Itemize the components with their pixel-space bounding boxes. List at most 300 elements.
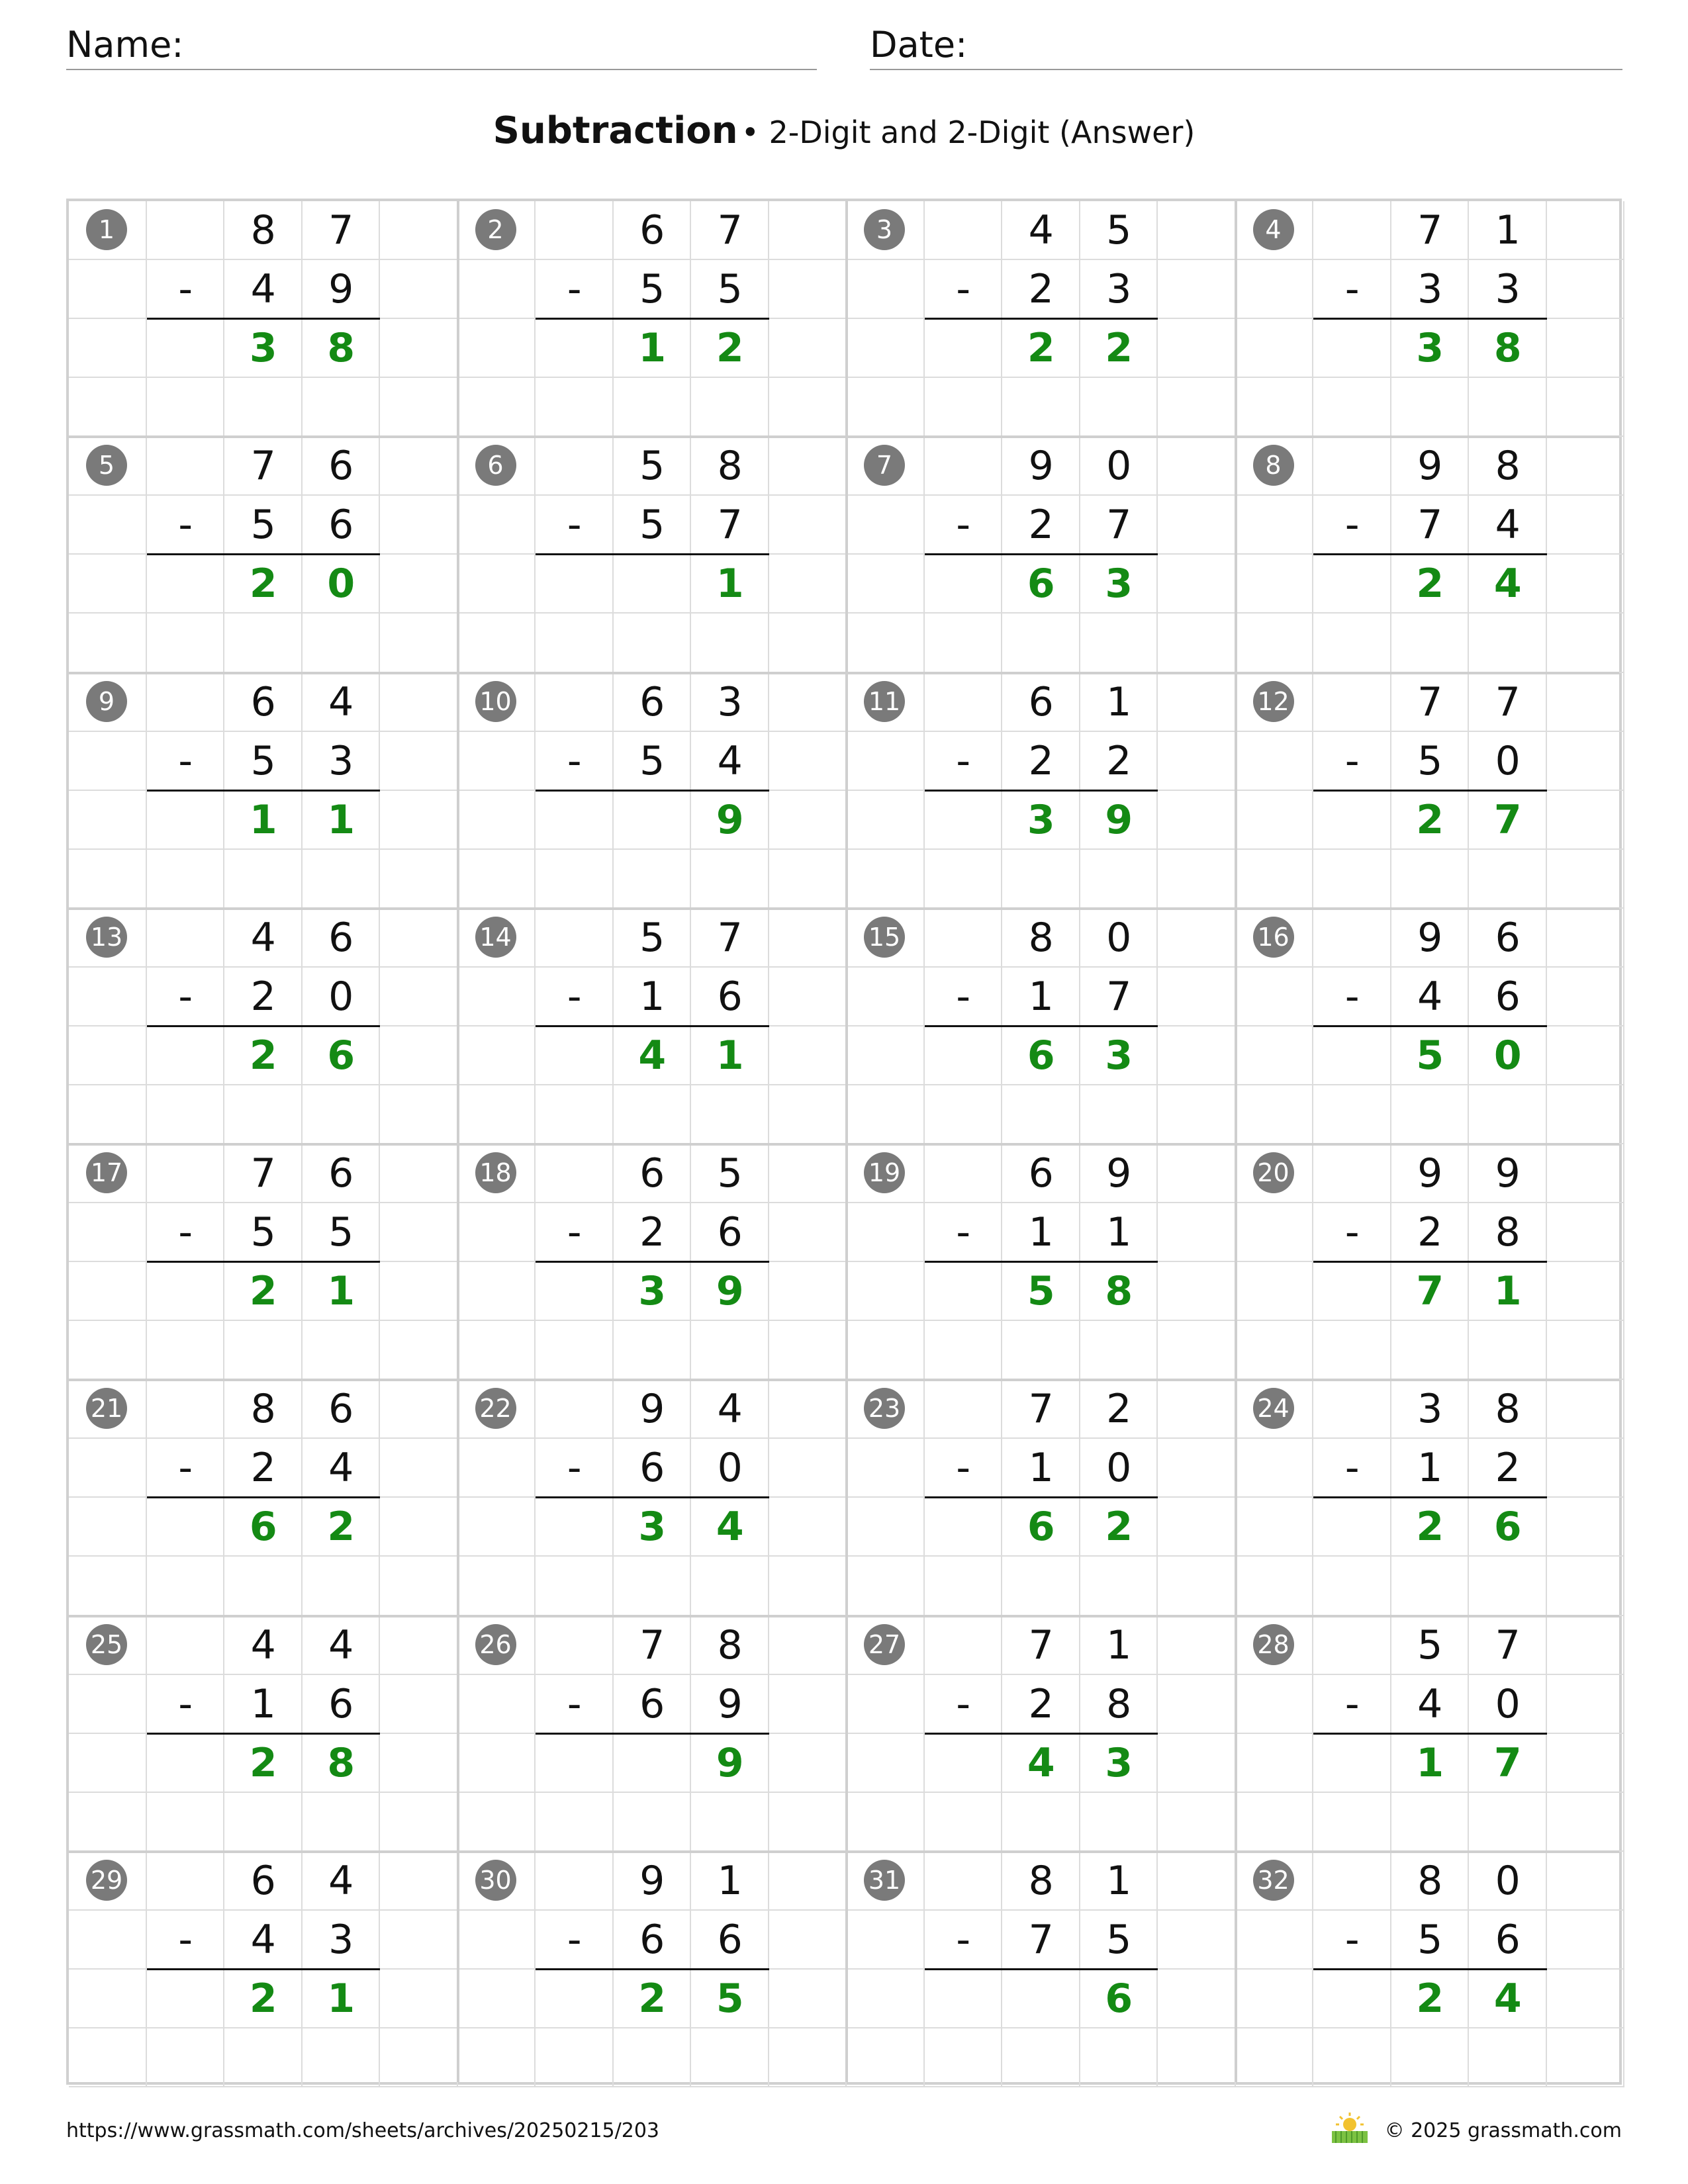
- grid-cell: [769, 1970, 847, 2028]
- grid-cell: [380, 673, 458, 732]
- grid-cell: [69, 496, 147, 555]
- problem-number-badge: 31: [864, 1860, 905, 1901]
- answer-underline: [536, 553, 769, 555]
- minuend-tens-digit: 6: [639, 678, 665, 725]
- problem-number-badge: 1: [86, 209, 127, 250]
- subtrahend-ones-digit: 0: [1495, 1680, 1521, 1727]
- grid-cell: [769, 496, 847, 555]
- grid-cell: [1158, 1085, 1236, 1144]
- grid-cell: [925, 378, 1003, 437]
- grid-cell: [380, 1439, 458, 1498]
- grid-cell: [458, 1675, 536, 1734]
- grid-cell: [1236, 260, 1314, 319]
- grid-cell: [1236, 1321, 1314, 1380]
- answer-tens-digit: 3: [638, 1504, 667, 1551]
- problem-number-badge: 10: [475, 681, 516, 722]
- grid-cell: [1236, 319, 1314, 378]
- grid-cell: [614, 850, 692, 909]
- grid-cell: [847, 1203, 925, 1262]
- minuend-ones-digit: 8: [1495, 443, 1521, 490]
- grid-cell: [1002, 1557, 1080, 1615]
- grid-cell: [1313, 1616, 1391, 1675]
- problem-number-badge: 27: [864, 1624, 905, 1665]
- grid-cell: [1158, 1970, 1236, 2028]
- subtrahend-ones-digit: 6: [717, 973, 743, 1020]
- grid-cell: [69, 1557, 147, 1615]
- grid-cell: [614, 378, 692, 437]
- grid-cell: [1158, 1380, 1236, 1439]
- grid-cell: [614, 1321, 692, 1380]
- grid-cell: [1158, 496, 1236, 555]
- grid-cell: [1391, 1557, 1470, 1615]
- minuend-tens-digit: 9: [639, 1857, 665, 1904]
- answer-ones-digit: 4: [716, 1504, 744, 1551]
- grid-cell: [769, 1557, 847, 1615]
- grid-cell: [1158, 1734, 1236, 1793]
- grid-cell: [380, 1970, 458, 2028]
- subtrahend-tens-digit: 5: [250, 737, 276, 784]
- grid-cell: [847, 1793, 925, 1852]
- minuend-tens-digit: 7: [1417, 207, 1443, 253]
- grid-cell: [691, 378, 769, 437]
- minus-sign: -: [178, 1680, 193, 1727]
- minus-sign: -: [956, 1209, 971, 1256]
- grid-cell: [1391, 378, 1470, 437]
- grid-cell: [536, 1557, 614, 1615]
- grid-cell: [69, 1262, 147, 1321]
- grid-cell: [1313, 2028, 1391, 2087]
- grid-cell: [1391, 2028, 1470, 2087]
- minus-sign: -: [1344, 1916, 1360, 1963]
- grid-cell: [536, 850, 614, 909]
- grid-cell: [769, 732, 847, 791]
- grid-cell: [847, 850, 925, 909]
- grid-cell: [1236, 1793, 1314, 1852]
- answer-underline: [1313, 1261, 1547, 1263]
- grid-cell: [1158, 1852, 1236, 1911]
- minuend-ones-digit: 1: [1106, 1857, 1132, 1904]
- problem-number-badge: 20: [1253, 1152, 1294, 1193]
- grid-cell: [536, 1380, 614, 1439]
- grid-cell: [1002, 378, 1080, 437]
- grid-cell: [1391, 1321, 1470, 1380]
- grid-cell: [1313, 201, 1391, 260]
- subtrahend-ones-digit: 5: [1106, 1916, 1132, 1963]
- problem-number-badge: 8: [1253, 445, 1294, 486]
- grid-cell: [1313, 1734, 1391, 1793]
- problem-number-badge: 24: [1253, 1388, 1294, 1429]
- grid-cell: [847, 1970, 925, 2028]
- minuend-ones-digit: 7: [717, 914, 743, 961]
- problem-number-badge: 11: [864, 681, 905, 722]
- answer-tens-digit: 5: [1027, 1268, 1055, 1315]
- problem-number-badge: 22: [475, 1388, 516, 1429]
- grid-cell: [69, 850, 147, 909]
- grid-cell: [380, 1675, 458, 1734]
- grid-cell: [1236, 1557, 1314, 1615]
- grid-cell: [536, 555, 614, 614]
- grid-cell: [1236, 1911, 1314, 1970]
- grid-cell: [925, 1321, 1003, 1380]
- grid-cell: [1313, 850, 1391, 909]
- subtrahend-ones-digit: 6: [717, 1209, 743, 1256]
- answer-tens-digit: 1: [638, 325, 667, 372]
- subtrahend-tens-digit: 6: [639, 1916, 665, 1963]
- answer-underline: [925, 1968, 1158, 1970]
- answer-ones-digit: 2: [1105, 325, 1133, 372]
- grid-cell: [536, 614, 614, 672]
- grid-cell: [147, 555, 225, 614]
- block-divider-horizontal: [69, 1143, 1619, 1146]
- answer-underline: [147, 553, 381, 555]
- minuend-tens-digit: 7: [639, 1621, 665, 1668]
- grid-cell: [847, 1439, 925, 1498]
- grid-cell: [1313, 1026, 1391, 1085]
- grid-cell: [847, 319, 925, 378]
- grid-cell: [1469, 1557, 1547, 1615]
- answer-ones-digit: 8: [327, 1739, 355, 1786]
- grid-cell: [1547, 1144, 1625, 1203]
- footer-url: https://www.grassmath.com/sheets/archives/20250215/203: [66, 2119, 660, 2142]
- answer-underline: [147, 1261, 381, 1263]
- subtrahend-tens-digit: 6: [639, 1445, 665, 1492]
- grid-cell: [69, 732, 147, 791]
- grid-cell: [69, 1026, 147, 1085]
- grid-cell: [1547, 437, 1625, 496]
- grid-cell: [1469, 1085, 1547, 1144]
- problem-number-badge: 12: [1253, 681, 1294, 722]
- grid-cell: [380, 850, 458, 909]
- answer-tens-digit: [614, 1734, 692, 1793]
- date-field[interactable]: [870, 23, 1622, 70]
- subtrahend-tens-digit: 5: [250, 502, 276, 549]
- answer-tens-digit: 2: [638, 1975, 667, 2022]
- grid-cell: [847, 1321, 925, 1380]
- grid-cell: [147, 1793, 225, 1852]
- minuend-ones-digit: 2: [1106, 1386, 1132, 1433]
- name-field[interactable]: [66, 23, 817, 70]
- minuend-ones-digit: 8: [1495, 1386, 1521, 1433]
- grid-cell: [69, 968, 147, 1026]
- problem-24: [1236, 1380, 1625, 1615]
- problem-number-badge: 29: [86, 1860, 127, 1901]
- answer-tens-digit: 3: [638, 1268, 667, 1315]
- grid-cell: [847, 614, 925, 672]
- subtrahend-ones-digit: 4: [328, 1445, 354, 1492]
- problem-6: [458, 437, 847, 672]
- block-divider-vertical: [457, 201, 459, 2082]
- grid-cell: [1469, 2028, 1547, 2087]
- grid-cell: [925, 319, 1003, 378]
- block-divider-horizontal: [69, 1615, 1619, 1617]
- minuend-tens-digit: 9: [1417, 914, 1443, 961]
- minuend-tens-digit: 7: [1417, 678, 1443, 725]
- grid-cell: [224, 850, 303, 909]
- grid-cell: [458, 850, 536, 909]
- subtrahend-tens-digit: 2: [1028, 502, 1054, 549]
- subtrahend-ones-digit: 7: [1106, 973, 1132, 1020]
- grid-cell: [1158, 555, 1236, 614]
- grid-cell: [769, 1616, 847, 1675]
- grid-cell: [769, 1262, 847, 1321]
- grid-cell: [303, 850, 381, 909]
- answer-tens-digit: 6: [1027, 561, 1055, 608]
- grid-cell: [1391, 614, 1470, 672]
- grid-cell: [925, 1380, 1003, 1439]
- problem-number-badge: 26: [475, 1624, 516, 1665]
- minuend-tens-digit: 6: [250, 1857, 276, 1904]
- grid-cell: [769, 673, 847, 732]
- answer-underline: [536, 1025, 769, 1027]
- answer-ones-digit: 1: [327, 1268, 355, 1315]
- grid-cell: [1158, 437, 1236, 496]
- minuend-tens-digit: 4: [1028, 207, 1054, 253]
- subtrahend-tens-digit: 5: [639, 737, 665, 784]
- subtrahend-ones-digit: 6: [328, 502, 354, 549]
- grid-cell: [458, 1262, 536, 1321]
- minuend-tens-digit: 7: [250, 1150, 276, 1197]
- answer-underline: [536, 1733, 769, 1735]
- grid-cell: [536, 201, 614, 260]
- grid-cell: [1158, 1498, 1236, 1557]
- answer-ones-digit: 3: [1105, 561, 1133, 608]
- grid-cell: [925, 614, 1003, 672]
- grid-cell: [458, 1026, 536, 1085]
- answer-ones-digit: 2: [327, 1504, 355, 1551]
- grid-cell: [1158, 2028, 1236, 2087]
- answer-tens-digit: 2: [1416, 1975, 1444, 2022]
- answer-ones-digit: 6: [327, 1032, 355, 1079]
- subtrahend-ones-digit: 4: [1495, 502, 1521, 549]
- grid-cell: [769, 791, 847, 850]
- grid-cell: [847, 1026, 925, 1085]
- problem-17: [69, 1144, 458, 1380]
- grid-cell: [1469, 850, 1547, 909]
- grid-cell: [69, 1793, 147, 1852]
- grid-cell: [847, 555, 925, 614]
- answer-tens-digit: 4: [1027, 1739, 1055, 1786]
- grid-cell: [1547, 909, 1625, 968]
- grid-cell: [1547, 2028, 1625, 2087]
- problem-number-badge: 28: [1253, 1624, 1294, 1665]
- grid-cell: [536, 791, 614, 850]
- answer-ones-digit: 3: [1105, 1739, 1133, 1786]
- subtrahend-ones-digit: 3: [328, 737, 354, 784]
- subtrahend-ones-digit: 3: [328, 1916, 354, 1963]
- grid-cell: [1547, 201, 1625, 260]
- problem-25: [69, 1616, 458, 1852]
- grid-cell: [147, 1262, 225, 1321]
- block-divider-vertical: [845, 201, 848, 2082]
- grid-cell: [147, 1144, 225, 1203]
- block-divider-horizontal: [69, 672, 1619, 674]
- grid-cell: [1080, 2028, 1158, 2087]
- answer-ones-digit: 1: [327, 796, 355, 843]
- answer-tens-digit: 6: [1027, 1504, 1055, 1551]
- minus-sign: -: [1344, 973, 1360, 1020]
- subtrahend-ones-digit: 5: [717, 266, 743, 313]
- answer-ones-digit: 6: [1105, 1975, 1133, 2022]
- minuend-tens-digit: 8: [250, 1386, 276, 1433]
- grid-cell: [1236, 1203, 1314, 1262]
- grid-cell: [1547, 319, 1625, 378]
- subtrahend-tens-digit: 5: [1417, 737, 1443, 784]
- grid-cell: [1236, 968, 1314, 1026]
- answer-tens-digit: 2: [1416, 1504, 1444, 1551]
- grid-cell: [69, 1085, 147, 1144]
- minuend-tens-digit: 8: [250, 207, 276, 253]
- subtrahend-ones-digit: 2: [1106, 737, 1132, 784]
- grid-cell: [1547, 968, 1625, 1026]
- grid-cell: [380, 1380, 458, 1439]
- grid-cell: [847, 732, 925, 791]
- problem-9: [69, 673, 458, 909]
- minuend-ones-digit: 4: [328, 1621, 354, 1668]
- subtrahend-ones-digit: 6: [717, 1916, 743, 1963]
- answer-tens-digit: [614, 555, 692, 614]
- minuend-tens-digit: 9: [1417, 1150, 1443, 1197]
- grid-cell: [380, 791, 458, 850]
- grid-cell: [769, 1203, 847, 1262]
- minus-sign: -: [178, 973, 193, 1020]
- minuend-ones-digit: 1: [1495, 207, 1521, 253]
- answer-underline: [1313, 1496, 1547, 1498]
- grid-cell: [69, 1675, 147, 1734]
- grid-cell: [925, 1144, 1003, 1203]
- grid-cell: [1236, 850, 1314, 909]
- answer-ones-digit: 5: [716, 1975, 744, 2022]
- grid-cell: [1547, 850, 1625, 909]
- subtrahend-ones-digit: 9: [328, 266, 354, 313]
- answer-ones-digit: 9: [716, 1268, 744, 1315]
- grid-cell: [147, 1321, 225, 1380]
- grid-cell: [769, 1380, 847, 1439]
- grid-cell: [458, 791, 536, 850]
- grid-cell: [769, 555, 847, 614]
- answer-tens-digit: 3: [1416, 325, 1444, 372]
- grid-cell: [769, 1085, 847, 1144]
- subtrahend-tens-digit: 1: [1028, 1209, 1054, 1256]
- grid-cell: [69, 260, 147, 319]
- grid-cell: [1391, 1085, 1470, 1144]
- problem-number-badge: 5: [86, 445, 127, 486]
- grid-cell: [536, 1852, 614, 1911]
- grid-cell: [769, 614, 847, 672]
- grid-cell: [1080, 850, 1158, 909]
- minuend-ones-digit: 6: [328, 914, 354, 961]
- minuend-ones-digit: 5: [717, 1150, 743, 1197]
- grid-cell: [303, 1321, 381, 1380]
- grid-cell: [1158, 260, 1236, 319]
- problem-8: [1236, 437, 1625, 672]
- minus-sign: -: [178, 737, 193, 784]
- grid-cell: [1547, 791, 1625, 850]
- problem-2: [458, 201, 847, 437]
- grid-cell: [224, 1321, 303, 1380]
- block-divider-horizontal: [69, 1850, 1619, 1853]
- grid-cell: [147, 378, 225, 437]
- grid-cell: [380, 1498, 458, 1557]
- grid-cell: [380, 496, 458, 555]
- grid-cell: [1313, 1262, 1391, 1321]
- answer-underline: [925, 1733, 1158, 1735]
- answer-tens-digit: 3: [249, 325, 277, 372]
- answer-ones-digit: 1: [716, 561, 744, 608]
- grid-cell: [769, 1498, 847, 1557]
- grid-cell: [925, 1262, 1003, 1321]
- grid-cell: [458, 1085, 536, 1144]
- grid-cell: [1547, 1911, 1625, 1970]
- answer-underline: [147, 1733, 381, 1735]
- grid-cell: [536, 1085, 614, 1144]
- grid-cell: [147, 1557, 225, 1615]
- grid-cell: [847, 1498, 925, 1557]
- minuend-ones-digit: 4: [328, 678, 354, 725]
- minuend-tens-digit: 7: [1028, 1621, 1054, 1668]
- grid-cell: [1158, 319, 1236, 378]
- grid-cell: [847, 968, 925, 1026]
- subtrahend-ones-digit: 0: [328, 973, 354, 1020]
- grid-cell: [224, 378, 303, 437]
- answer-underline: [536, 1261, 769, 1263]
- answer-tens-digit: 2: [249, 1975, 277, 2022]
- answer-underline: [1313, 553, 1547, 555]
- grid-cell: [147, 1616, 225, 1675]
- minus-sign: -: [567, 502, 582, 549]
- minus-sign: -: [1344, 1680, 1360, 1727]
- grid-cell: [458, 732, 536, 791]
- answer-underline: [1313, 790, 1547, 792]
- minuend-tens-digit: 9: [1028, 443, 1054, 490]
- subtrahend-ones-digit: 7: [1106, 502, 1132, 549]
- grid-cell: [925, 1616, 1003, 1675]
- answer-tens-digit: 2: [249, 1032, 277, 1079]
- answer-tens-digit: 2: [249, 1268, 277, 1315]
- grid-cell: [380, 1085, 458, 1144]
- answer-tens-digit: 2: [249, 1739, 277, 1786]
- answer-ones-digit: 3: [1105, 1032, 1133, 1079]
- answer-tens-digit: 2: [1416, 561, 1444, 608]
- minus-sign: -: [1344, 1445, 1360, 1492]
- subtrahend-ones-digit: 2: [1495, 1445, 1521, 1492]
- grid-cell: [1313, 1085, 1391, 1144]
- answer-ones-digit: 1: [716, 1032, 744, 1079]
- grid-cell: [1313, 1498, 1391, 1557]
- minus-sign: -: [956, 1916, 971, 1963]
- minuend-ones-digit: 7: [1495, 1621, 1521, 1668]
- grid-cell: [536, 378, 614, 437]
- minuend-ones-digit: 6: [328, 443, 354, 490]
- subtrahend-ones-digit: 5: [328, 1209, 354, 1256]
- grid-cell: [925, 555, 1003, 614]
- grid-cell: [536, 909, 614, 968]
- answer-underline: [925, 1496, 1158, 1498]
- minuend-ones-digit: 4: [328, 1857, 354, 1904]
- grid-cell: [1236, 732, 1314, 791]
- grid-cell: [1547, 378, 1625, 437]
- answer-underline: [147, 318, 381, 320]
- minuend-tens-digit: 6: [639, 207, 665, 253]
- answer-ones-digit: 6: [1493, 1504, 1522, 1551]
- grid-cell: [536, 1793, 614, 1852]
- grid-cell: [1080, 1557, 1158, 1615]
- grid-cell: [303, 1557, 381, 1615]
- grid-cell: [380, 260, 458, 319]
- grid-cell: [380, 1262, 458, 1321]
- subtrahend-ones-digit: 0: [717, 1445, 743, 1492]
- minus-sign: -: [956, 1680, 971, 1727]
- answer-ones-digit: 9: [716, 796, 744, 843]
